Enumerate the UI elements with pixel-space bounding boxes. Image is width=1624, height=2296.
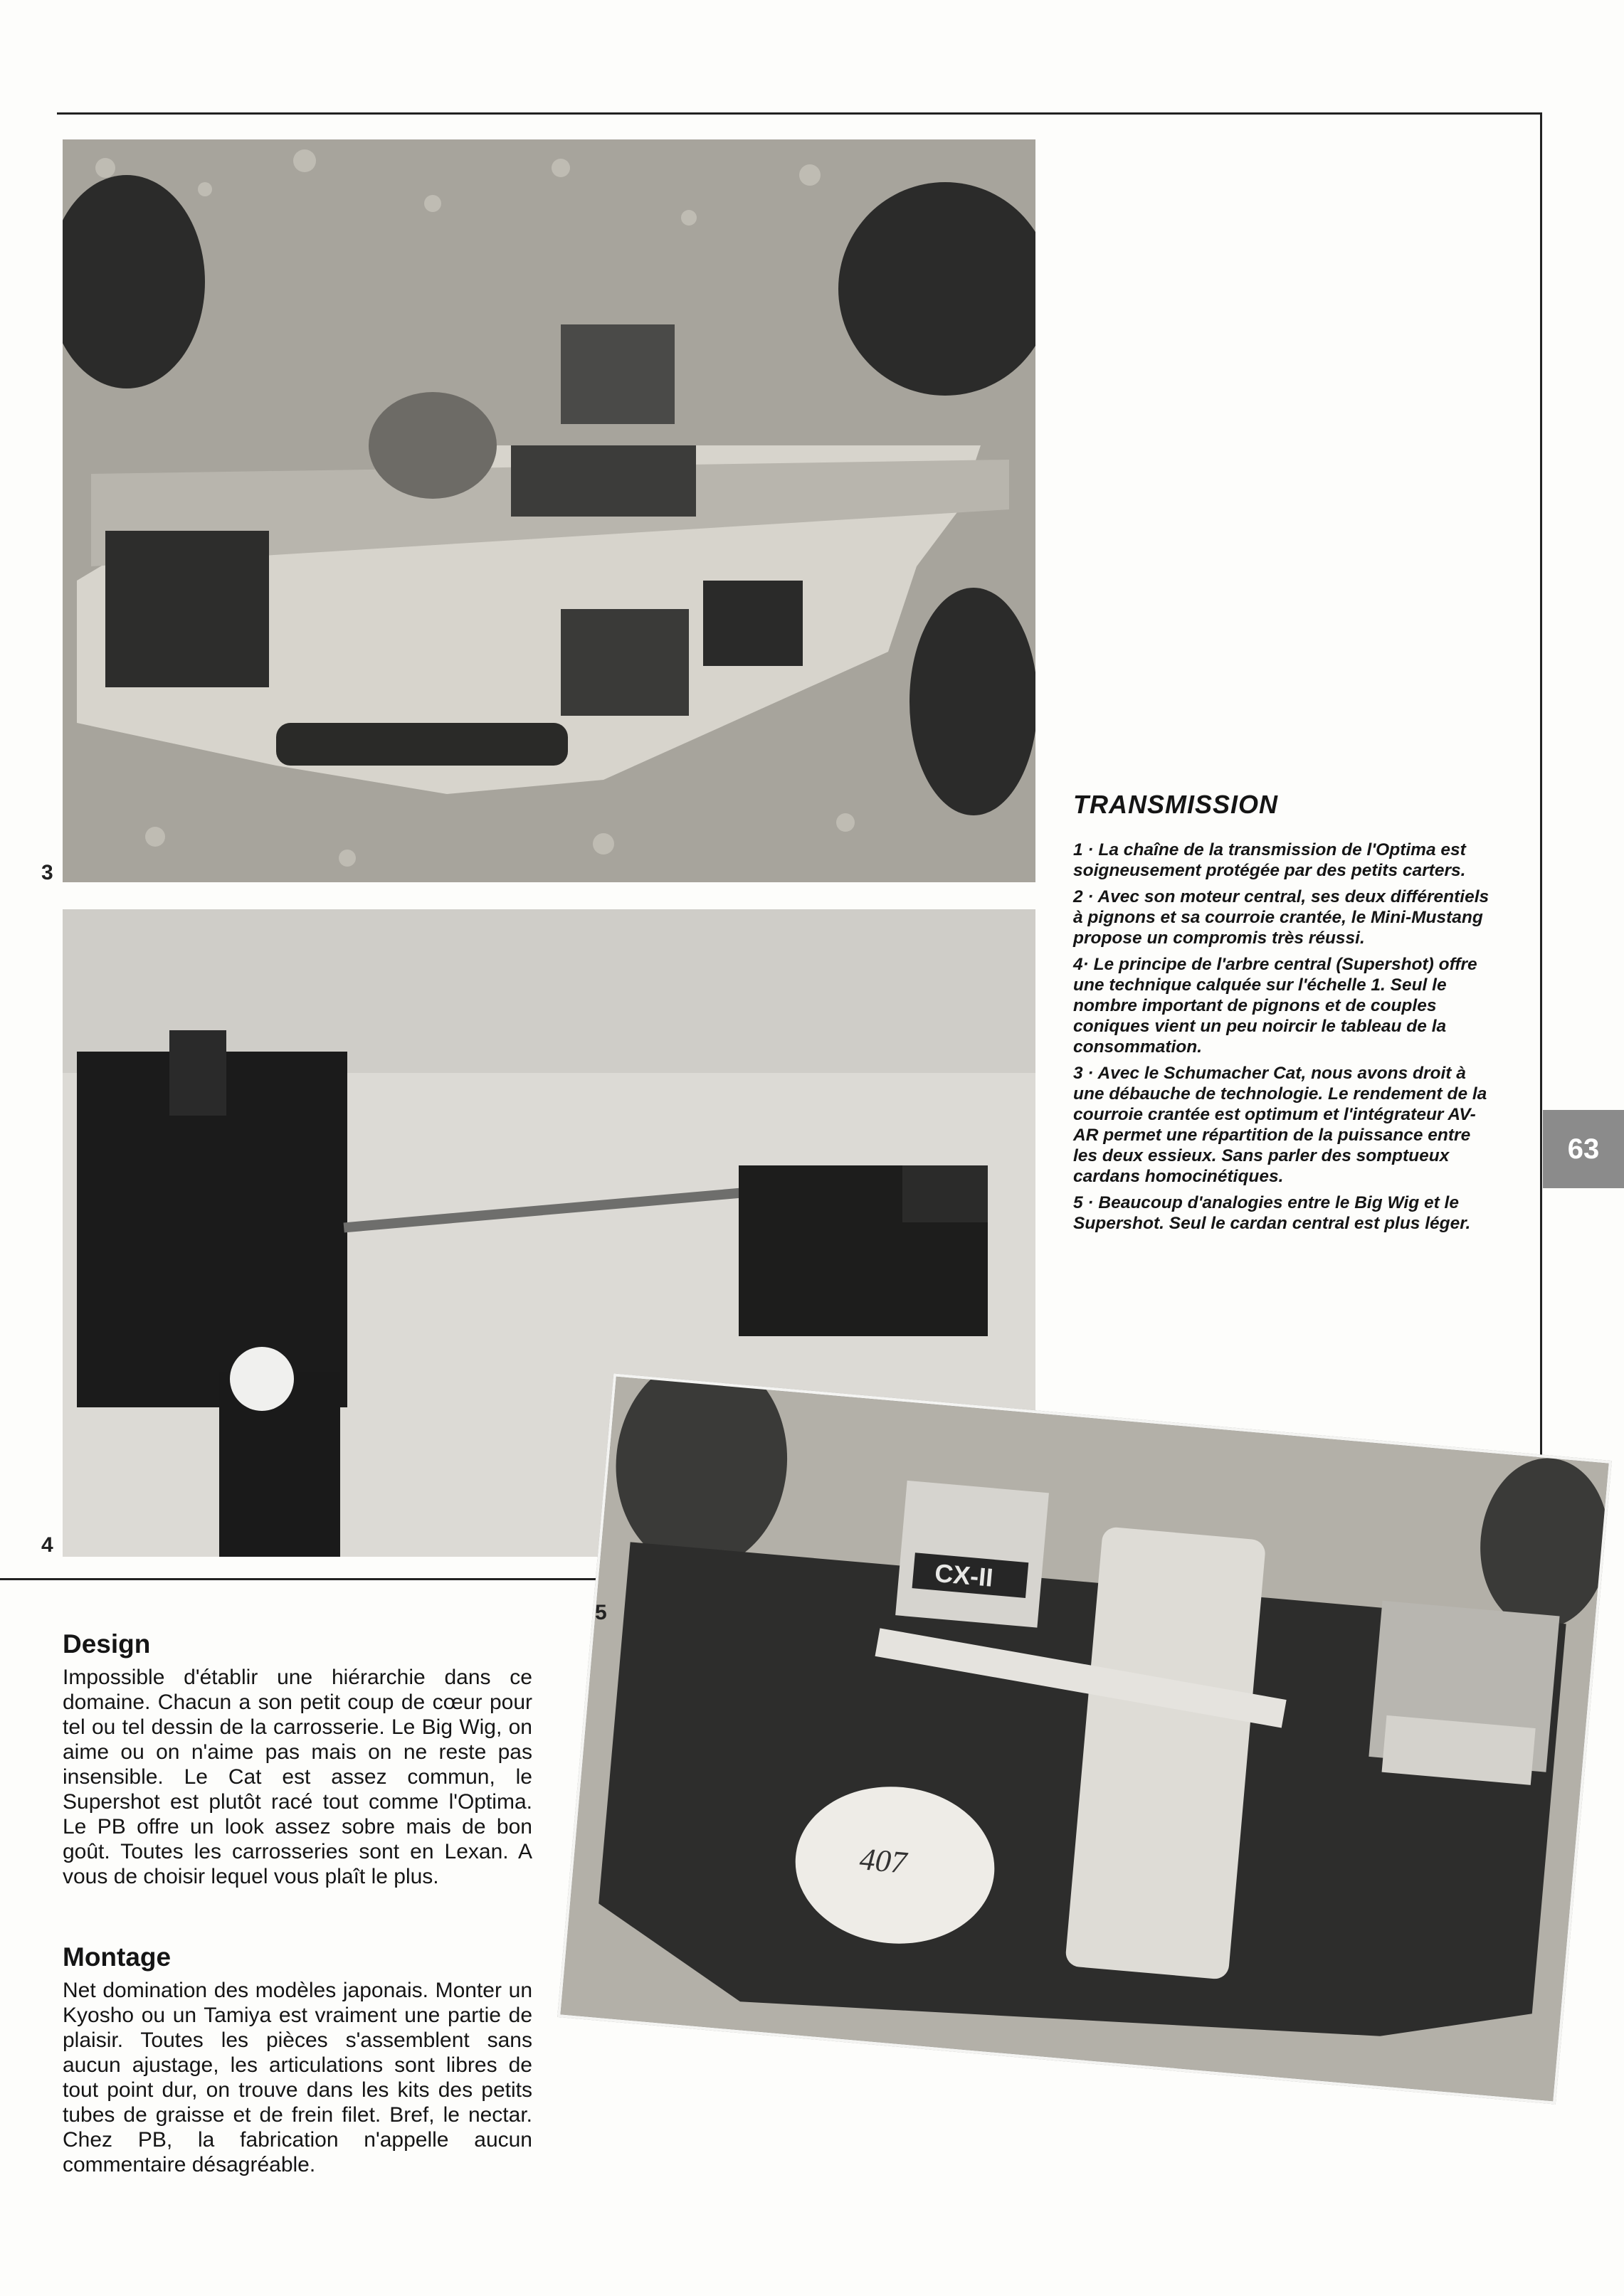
page-number: 63 xyxy=(1567,1133,1600,1165)
figure-5-number: 5 xyxy=(595,1601,607,1624)
bottom-rule xyxy=(0,1578,640,1580)
caption-1: 1 · La chaîne de la transmission de l'Optima est soigneusement protégée par des petits carters. xyxy=(1073,840,1466,880)
design-heading: Design xyxy=(63,1629,151,1658)
page-number-tab xyxy=(1543,1110,1624,1188)
design-body: Impossible d'établir une hiérarchie dans ce domaine. Chacun a son petit coup de cœur pour tel ou tel dessin de la carrosserie. Le Big Wig, on aime ou on n'aime pas mais on ne reste pas insensible. Le Cat est assez commun, le Supershot est plutôt racé tout comme l'Optima. Le PB offre un look assez sobre mais de bon goût. Toutes les carrosseries sont en Lexan. A vous de choisir lequel vous plaît le plus. xyxy=(63,1666,532,1888)
design-section xyxy=(63,1629,532,1889)
photo-esc-label: CX-II xyxy=(933,1557,995,1592)
caption-3: 3 · Avec le Schumacher Cat, nous avons droit à une débauche de technologie. Le rendement de la courroie crantée est optimum et l'intégrateur AV-AR permet une répartition de la puissance entre les deux essieux. Sans parler des somptueux cardans homocinétiques. xyxy=(1073,1064,1487,1186)
sidebar-title: TRANSMISSION xyxy=(1073,790,1279,819)
montage-body: Net domination des modèles japonais. Monter un Kyosho ou un Tamiya est vraiment une partie de plaisir. Toutes les pièces s'assemblent sans aucun ajustage, les articulations sont libres de tout point dur, on trouve dans les kits des petits tubes de graisse et de frein filet. Bref, le nectar. Chez PB, la fabrication n'appelle aucun commentaire désagréable. xyxy=(63,1979,532,2176)
montage-section xyxy=(63,1942,532,2177)
montage-heading: Montage xyxy=(63,1942,172,1972)
figure-4-number: 4 xyxy=(41,1533,53,1557)
figure-3-photo xyxy=(63,139,1035,882)
transmission-sidebar xyxy=(1073,790,1493,1239)
figure-5-photo xyxy=(557,1373,1612,2104)
photo-battery-text: 407 xyxy=(858,1841,908,1880)
caption-2: 2 · Avec son moteur central, ses deux différentiels à pignons et sa courroie crantée, le Mini-Mustang propose un compromis très réussi. xyxy=(1073,887,1489,948)
figure-3-number: 3 xyxy=(41,861,53,884)
caption-list xyxy=(1073,840,1493,1234)
caption-4: 4· Le principe de l'arbre central (Supershot) offre une technique calquée sur l'échelle 1. Seul le nombre important de pignons et de couples coniques vient un peu noircir le tableau de la consommation. xyxy=(1073,955,1477,1057)
caption-5: 5 · Beaucoup d'analogies entre le Big Wig et le Supershot. Seul le cardan central est plus léger. xyxy=(1073,1193,1471,1233)
